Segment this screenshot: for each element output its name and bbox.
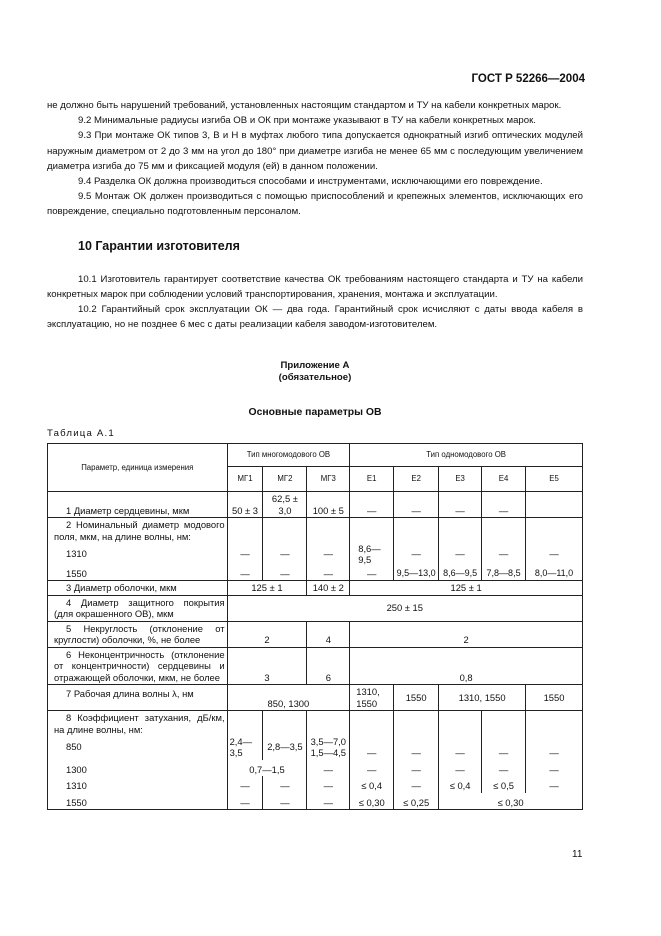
cell: 2,4—3,5	[227, 711, 263, 760]
cell: 2	[227, 621, 307, 647]
table-row	[48, 685, 583, 711]
section-heading: 10 Гарантии изготовителя	[78, 238, 240, 253]
cell: 6	[307, 647, 350, 685]
appendix-heading	[47, 360, 583, 384]
row-label: 1 Диаметр сердцевины, мкм	[48, 492, 228, 518]
type-e2: Е2	[394, 467, 439, 492]
page-number: 11	[572, 849, 583, 860]
type-e5: Е5	[526, 467, 583, 492]
table-row	[48, 711, 583, 760]
row-label: 3 Диаметр оболочки, мкм	[48, 581, 228, 596]
cell: —	[227, 518, 263, 567]
row-label: 7 Рабочая длина волны λ, нм	[48, 685, 228, 711]
cell: 0,8	[350, 647, 583, 685]
cell: —	[263, 776, 307, 793]
type-e1: Е1	[350, 467, 394, 492]
cell: —	[394, 518, 439, 567]
cell: 3	[227, 647, 307, 685]
paragraph-9-5: 9.5 Монтаж ОК должен производиться с помощью приспособлений и крепежных элементов, исключающих его повреждение, специально подготовленным персоналом.	[47, 191, 583, 218]
table-row	[48, 567, 583, 581]
cell-line: 3,5—7,0	[310, 735, 347, 747]
cell: —	[439, 518, 482, 567]
cell-line: 1,5—4,5	[310, 747, 347, 759]
cell: ≤ 0,30	[350, 793, 394, 810]
cell: 1310, 1550	[439, 685, 526, 711]
cell: —	[526, 776, 583, 793]
cell: —	[526, 518, 583, 567]
cell: —	[482, 492, 526, 518]
paragraph-10-1: 10.1 Изготовитель гарантирует соответствие качества ОК требованиям настоящего стандарта и ТУ на кабели конкретных марок при соблюдении условий транспортирования, хранения, монтажа и эксплуатации.	[47, 273, 583, 301]
multimode-header: Тип многомодового ОВ	[227, 444, 350, 467]
cell: —	[263, 793, 307, 810]
cell: —	[526, 760, 583, 777]
wavelength-label: 1310	[66, 548, 87, 560]
cell: 2	[350, 621, 583, 647]
table-row	[48, 793, 583, 810]
cell: —	[307, 793, 350, 810]
wavelength-label: 1550	[48, 567, 228, 581]
cell: 125 ± 1	[350, 581, 583, 596]
wavelength-label: 1550	[48, 793, 228, 810]
appendix-subtitle: (обязательное)	[278, 371, 352, 383]
singlemode-header: Тип одномодового ОВ	[350, 444, 583, 467]
cell: 1550	[394, 685, 439, 711]
table-row	[48, 647, 583, 685]
cell: 8,6—9,5	[439, 567, 482, 581]
cell: 1550	[526, 685, 583, 711]
type-mg1: МГ1	[227, 467, 263, 492]
paragraph-continuation: не должно быть нарушений требований, установленных настоящим стандартом и ТУ на кабели конкретных марок.	[47, 100, 562, 111]
cell: 0,7—1,5	[227, 760, 307, 777]
cell: —	[526, 711, 583, 760]
cell: 100 ± 5	[307, 492, 350, 518]
cell: —	[263, 518, 307, 567]
paragraph-9-3: 9.3 При монтаже ОК типов 3, В и Н в муфтах любого типа допускается однократный изгиб оптических модулей наружным диаметром от 2 до 3 мм на угол до 180° при диаметре изгиба не менее 65 мм с последующим увеличением диаметра изгиба до 75 мм и фиксацией модуля (ей) в данном положении.	[47, 130, 583, 172]
cell: ≤ 0,4	[439, 776, 482, 793]
cell: —	[350, 711, 394, 760]
cell: ≤ 0,25	[394, 793, 439, 810]
cell: —	[394, 760, 439, 777]
wavelength-label: 1300	[48, 760, 228, 777]
table-title: Основные параметры ОВ	[248, 406, 382, 418]
cell: —	[350, 567, 394, 581]
cell: —	[439, 492, 482, 518]
appendix-title: Приложение А	[280, 359, 350, 371]
row-label: 4 Диаметр защитного покрытия (для окрашенного ОВ), мкм	[48, 595, 228, 621]
table-row	[48, 776, 583, 793]
param-header: Параметр, единица измерения	[48, 444, 228, 492]
document-header: ГОСТ Р 52266—2004	[471, 73, 585, 85]
cell: —	[350, 492, 394, 518]
cell: 50 ± 3	[227, 492, 263, 518]
cell: —	[439, 711, 482, 760]
row-label: 8 Коэффициент затухания, дБ/км, на длине волны, нм:	[54, 712, 225, 735]
cell: 2,8—3,5	[263, 711, 307, 760]
cell: —	[482, 760, 526, 777]
table-row	[48, 595, 583, 621]
cell: 9,5—13,0	[394, 567, 439, 581]
cell: 1310, 1550	[350, 685, 394, 711]
wavelength-label: 1310	[48, 776, 228, 793]
type-mg2: МГ2	[263, 467, 307, 492]
cell: —	[307, 776, 350, 793]
table-row	[48, 492, 583, 518]
parameters-table	[47, 443, 583, 810]
cell: —	[307, 518, 350, 567]
type-e3: Е3	[439, 467, 482, 492]
cell: 8,0—11,0	[526, 567, 583, 581]
cell: —	[482, 518, 526, 567]
cell: —	[394, 711, 439, 760]
cell: 7,8—8,5	[482, 567, 526, 581]
table-row	[48, 621, 583, 647]
cell: 250 ± 15	[227, 595, 582, 621]
table-header-row	[48, 444, 583, 467]
cell: 62,5 ± 3,0	[263, 492, 307, 518]
cell: —	[307, 760, 350, 777]
row-label: 6 Неконцентричность (отклонение от концентричности) сердцевины и отражающей оболочки, мкм, не более	[48, 647, 228, 685]
paragraph-10-2: 10.2 Гарантийный срок эксплуатации ОК — два года. Гарантийный срок исчисляют с даты ввода кабеля в эксплуатацию, но не позднее 6 мес с даты реализации кабеля заводом-изготовителем.	[47, 304, 583, 331]
cell: —	[227, 567, 263, 581]
cell: —	[227, 776, 263, 793]
wavelength-label: 850	[66, 741, 82, 753]
cell: —	[482, 711, 526, 760]
cell: 850, 1300	[227, 685, 350, 711]
row-label: 2 Номинальный диаметр модового поля, мкм, на длине волны, нм:	[54, 519, 225, 542]
paragraph-9-2: 9.2 Минимальные радиусы изгиба ОВ и ОК при монтаже указывают в ТУ на кабели конкретных марок.	[78, 115, 536, 127]
cell: —	[394, 776, 439, 793]
cell: —	[439, 760, 482, 777]
cell: —	[263, 567, 307, 581]
cell: ≤ 0,5	[482, 776, 526, 793]
type-mg3: МГ3	[307, 467, 350, 492]
cell: 8,6—9,5	[350, 518, 394, 567]
type-e4: Е4	[482, 467, 526, 492]
cell: —	[227, 793, 263, 810]
cell: 125 ± 1	[227, 581, 307, 596]
cell: —	[307, 567, 350, 581]
table-row	[48, 760, 583, 777]
cell: ≤ 0,4	[350, 776, 394, 793]
cell: 140 ± 2	[307, 581, 350, 596]
table-label: Таблица А.1	[47, 427, 115, 439]
table-row	[48, 581, 583, 596]
cell: —	[394, 492, 439, 518]
table-row	[48, 518, 583, 567]
row-label: 5 Некруглость (отклонение от круглости) оболочки, %, не более	[48, 621, 228, 647]
document-body	[47, 98, 583, 810]
cell: 4	[307, 621, 350, 647]
cell: —	[350, 760, 394, 777]
cell: ≤ 0,30	[439, 793, 583, 810]
paragraph-9-4: 9.4 Разделка ОК должна производиться способами и инструментами, исключающими его повреждение.	[78, 176, 543, 188]
